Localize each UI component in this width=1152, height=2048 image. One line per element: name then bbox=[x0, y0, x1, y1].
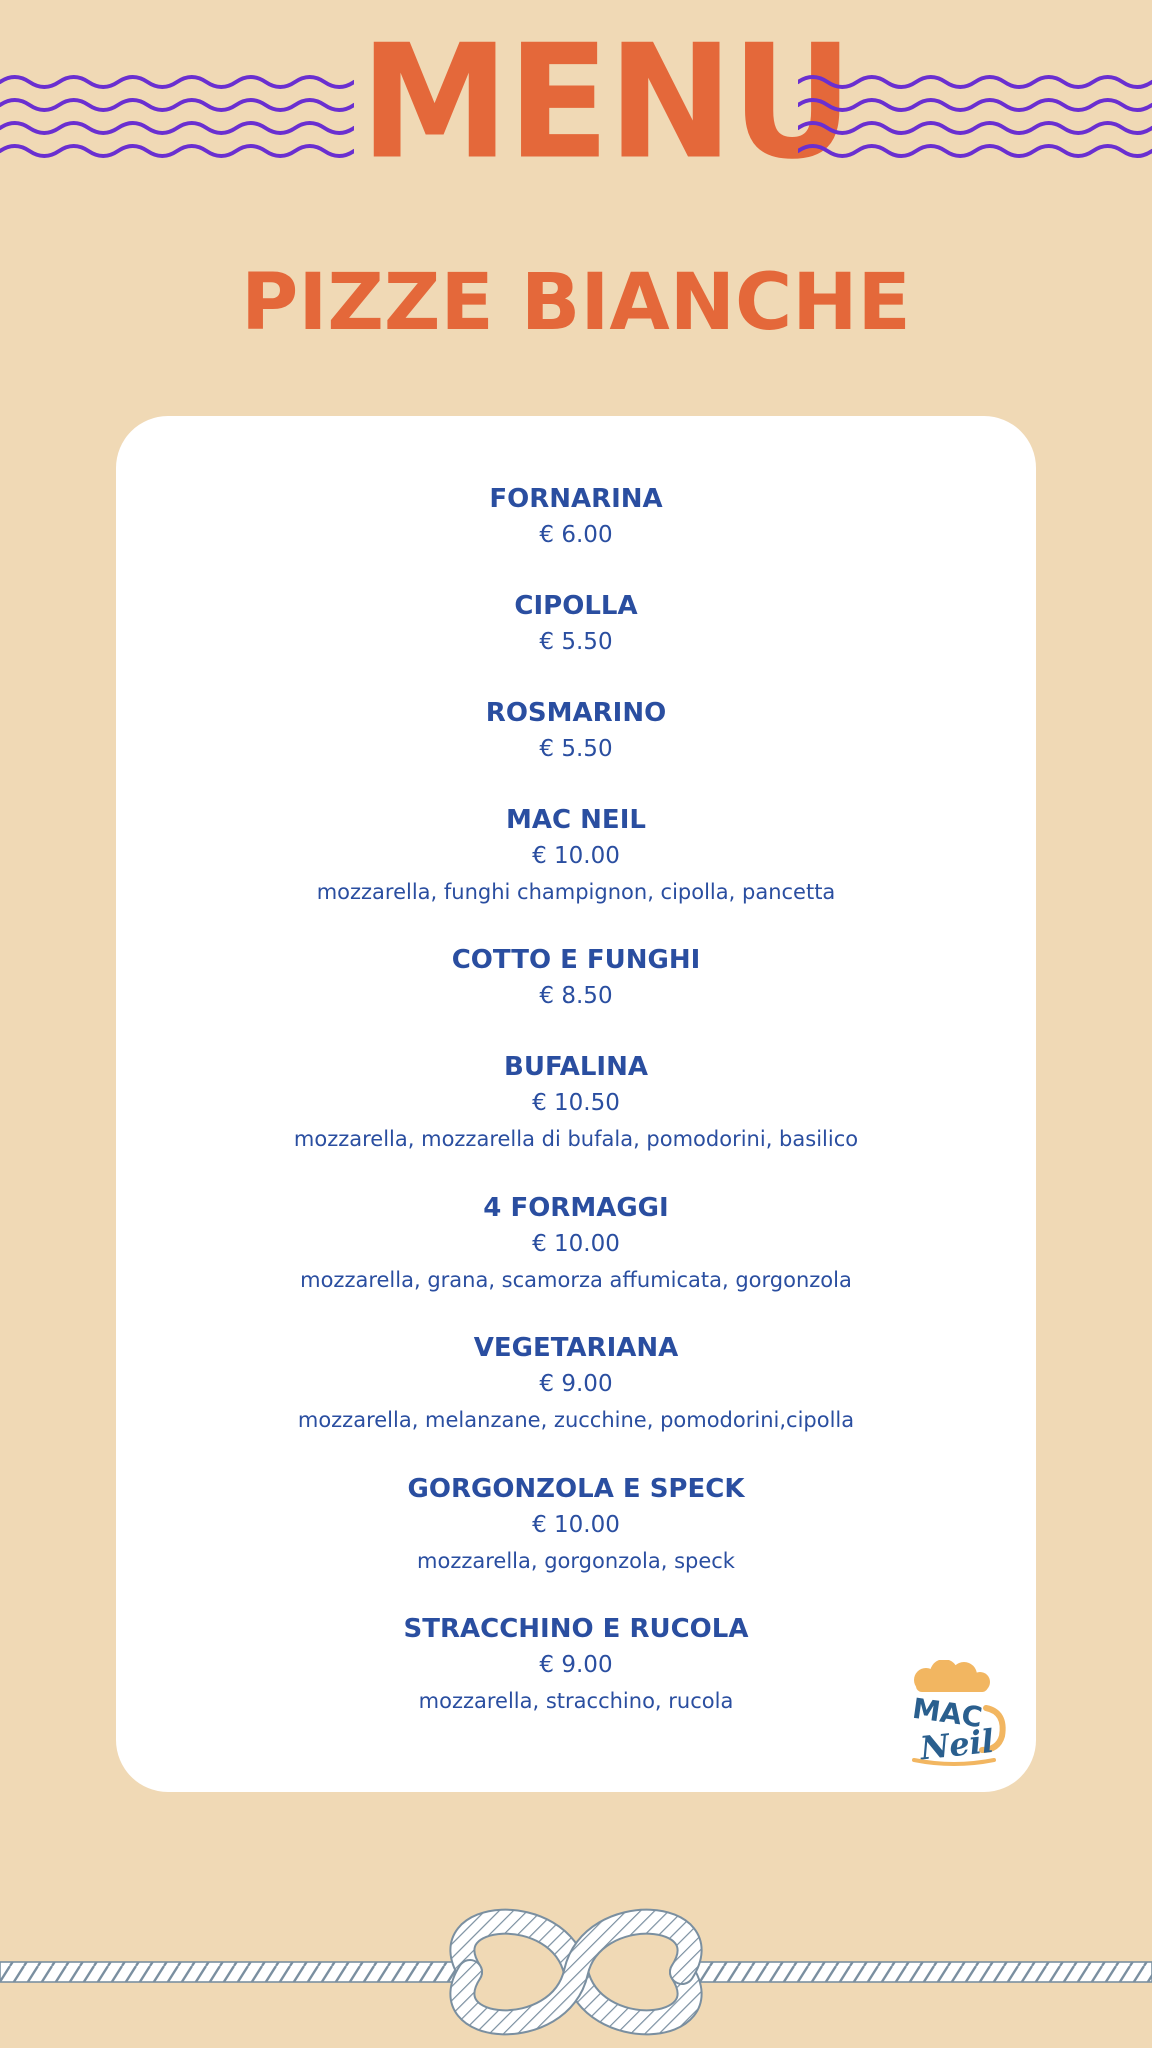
item-description: mozzarella, melanzane, zucchine, pomodorini,cipolla bbox=[297, 1408, 855, 1432]
logo-line2: Neil bbox=[918, 1721, 996, 1768]
item-name: ROSMARINO bbox=[485, 698, 667, 728]
item-description: mozzarella, gorgonzola, speck bbox=[417, 1549, 735, 1573]
item-name: COTTO E FUNGHI bbox=[451, 945, 701, 975]
item-name: VEGETARIANA bbox=[473, 1333, 679, 1363]
menu-item bbox=[116, 1191, 1036, 1297]
menu-item bbox=[116, 943, 1036, 1015]
item-description: mozzarella, stracchino, rucola bbox=[418, 1689, 734, 1713]
menu-item bbox=[116, 696, 1036, 768]
menu-item bbox=[116, 589, 1036, 661]
menu-card bbox=[116, 416, 1036, 1792]
menu-item bbox=[116, 482, 1036, 554]
item-price: € 9.00 bbox=[539, 1371, 613, 1397]
item-name: BUFALINA bbox=[504, 1052, 648, 1082]
item-price: € 9.00 bbox=[539, 1652, 613, 1678]
item-price: € 10.00 bbox=[532, 1512, 620, 1538]
item-description: mozzarella, funghi champignon, cipolla, pancetta bbox=[316, 880, 836, 904]
item-price: € 5.50 bbox=[539, 629, 613, 655]
item-name: CIPOLLA bbox=[514, 591, 638, 621]
logo-line1: MAC bbox=[910, 1691, 985, 1735]
item-name: 4 FORMAGGI bbox=[483, 1193, 669, 1223]
wavy-lines-icon bbox=[0, 72, 354, 162]
item-name: FORNARINA bbox=[489, 484, 663, 514]
item-name: GORGONZOLA E SPECK bbox=[407, 1474, 745, 1504]
item-name: STRACCHINO E RUCOLA bbox=[403, 1614, 749, 1644]
item-price: € 10.00 bbox=[532, 1231, 620, 1257]
menu-item bbox=[116, 1612, 1036, 1718]
menu-title: MENU bbox=[360, 11, 852, 195]
item-price: € 5.50 bbox=[539, 736, 613, 762]
item-price: € 8.50 bbox=[539, 983, 613, 1009]
item-price: € 10.50 bbox=[532, 1090, 620, 1116]
item-price: € 10.00 bbox=[532, 843, 620, 869]
item-description: mozzarella, mozzarella di bufala, pomodorini, basilico bbox=[293, 1127, 859, 1151]
section-title: PIZZE BIANCHE bbox=[241, 258, 911, 348]
item-name: MAC NEIL bbox=[506, 805, 646, 835]
item-price: € 6.00 bbox=[539, 522, 613, 548]
menu-item bbox=[116, 1050, 1036, 1156]
header bbox=[0, 0, 1152, 200]
item-description: mozzarella, grana, scamorza affumicata, gorgonzola bbox=[300, 1268, 852, 1292]
menu-item bbox=[116, 1331, 1036, 1437]
menu-item bbox=[116, 1472, 1036, 1578]
mac-neil-logo bbox=[904, 1660, 1014, 1770]
rope-knot-icon bbox=[0, 1900, 1152, 2048]
menu-item bbox=[116, 803, 1036, 909]
wavy-lines-icon bbox=[798, 72, 1152, 162]
